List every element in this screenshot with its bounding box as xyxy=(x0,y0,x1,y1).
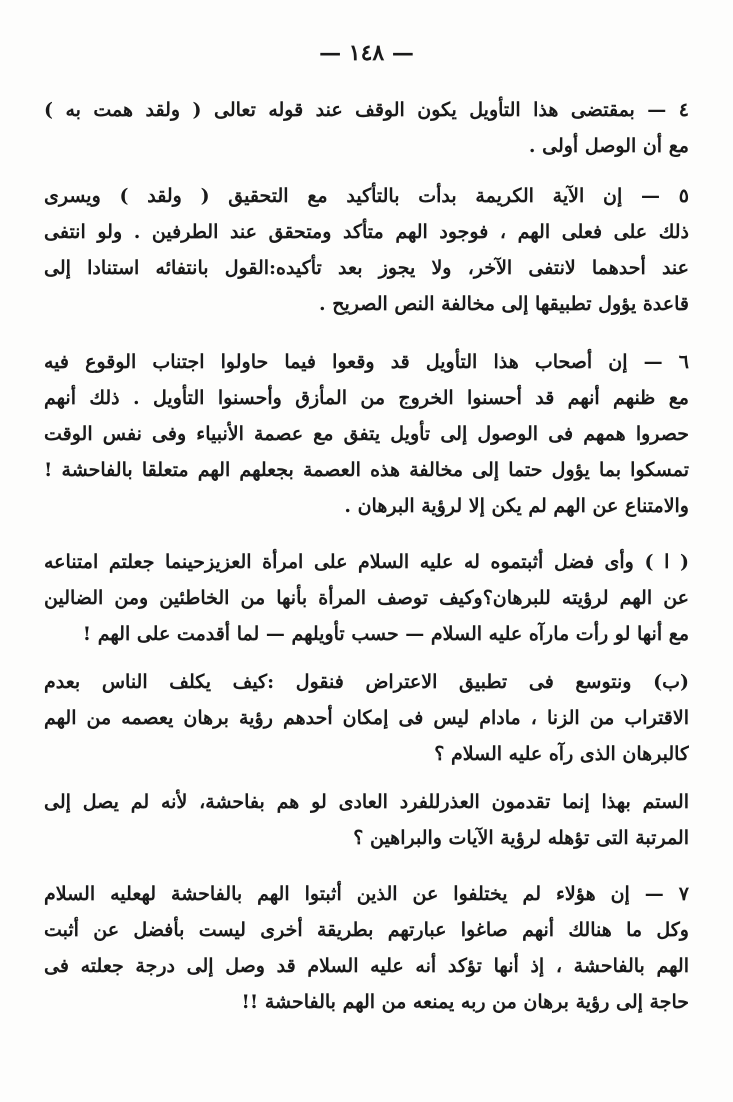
text-line: كالبرهان الذى رآه عليه السلام ؟ xyxy=(434,743,689,765)
paragraph-7 xyxy=(44,876,689,1020)
paragraph-b xyxy=(44,664,689,772)
paragraph-6 xyxy=(44,344,689,524)
text-line: الهم بالفاحشة ، إذ أنها تؤكد أنه عليه السلام قد وصل إلى درجة جعلته فى xyxy=(44,955,689,977)
paragraph-a xyxy=(44,544,689,652)
text-line: قاعدة يؤول تطبيقها إلى مخالفة النص الصريح . xyxy=(318,293,689,315)
text-line: عند أحدهما لانتفى الآخر، ولا يجوز بعد تأكيده:القول بانتفائه استنادا إلى xyxy=(44,257,689,279)
page-body xyxy=(44,92,689,1038)
text-line: حاجة إلى رؤية برهان من ربه يمنعه من الهم بالفاحشة !! xyxy=(241,991,689,1013)
text-line: ٥ — إن الآية الكريمة بدأت بالتأكيد مع التحقيق ( ولقد ) ويسرى xyxy=(44,185,689,207)
text-line: ٦ — إن أصحاب هذا التأويل قد وقعوا فيما حاولوا اجتناب الوقوع فيه xyxy=(44,351,689,373)
text-line: ٧ — إن هؤلاء لم يختلفوا عن الذين أثبتوا الهم بالفاحشة لهعليه السلام xyxy=(44,883,689,905)
paragraph-5 xyxy=(44,178,689,322)
text-line: تمسكوا بما يؤول حتما إلى مخالفة هذه العصمة بجعلهم الهم متعلقا بالفاحشة ! xyxy=(44,459,689,481)
text-line: وكل ما هنالك أنهم صاغوا عبارتهم بطريقة أخرى ليست بأفضل عن أثبت xyxy=(44,919,689,941)
text-line: عن الهم لرؤيته للبرهان؟وكيف توصف المرأة بأنها من الخاطئين ومن الضالين xyxy=(44,587,689,609)
text-line: ٤ — بمقتضى هذا التأويل يكون الوقف عند قوله تعالى ( ولقد همت به ) xyxy=(44,99,689,121)
paragraph-4 xyxy=(44,92,689,164)
text-line: مع أنها لو رأت مارآه عليه السلام — حسب تأويلهم — لما أقدمت على الهم ! xyxy=(82,623,689,645)
text-line: مع ظنهم أنهم قد أحسنوا الخروج من المأزق وأحسنوا التأويل . ذلك أنهم xyxy=(44,387,689,409)
text-line: (ب) ونتوسع فى تطبيق الاعتراض فنقول :كيف يكلف الناس بعدم xyxy=(44,671,689,693)
text-line: الاقتراب من الزنا ، مادام ليس فى إمكان أحدهم رؤية برهان يعصمه من الهم xyxy=(44,707,689,729)
text-line: والامتناع عن الهم لم يكن إلا لرؤية البرهان . xyxy=(344,495,689,517)
text-line: المرتبة التى تؤهله لرؤية الآيات والبراهين ؟ xyxy=(353,827,689,849)
text-line: حصروا همهم فى الوصول إلى تأويل يتفق مع عصمة الأنبياء وفى نفس الوقت xyxy=(44,423,689,445)
text-line: ( ا ) وأى فضل أثبتموه له عليه السلام على امرأة العزيزحينما جعلتم امتناعه xyxy=(44,551,689,573)
text-line: الستم بهذا إنما تقدمون العذرللفرد العادى لو هم بفاحشة، لأنه لم يصل إلى xyxy=(44,791,689,813)
text-line: ذلك على فعلى الهم ، فوجود الهم متأكد ومتحقق عند الطرفين . ولو انتفى xyxy=(44,221,689,243)
paragraph-c xyxy=(44,784,689,856)
page-number: — ١٤٨ — xyxy=(319,40,414,66)
text-line: مع أن الوصل أولى . xyxy=(528,135,689,157)
